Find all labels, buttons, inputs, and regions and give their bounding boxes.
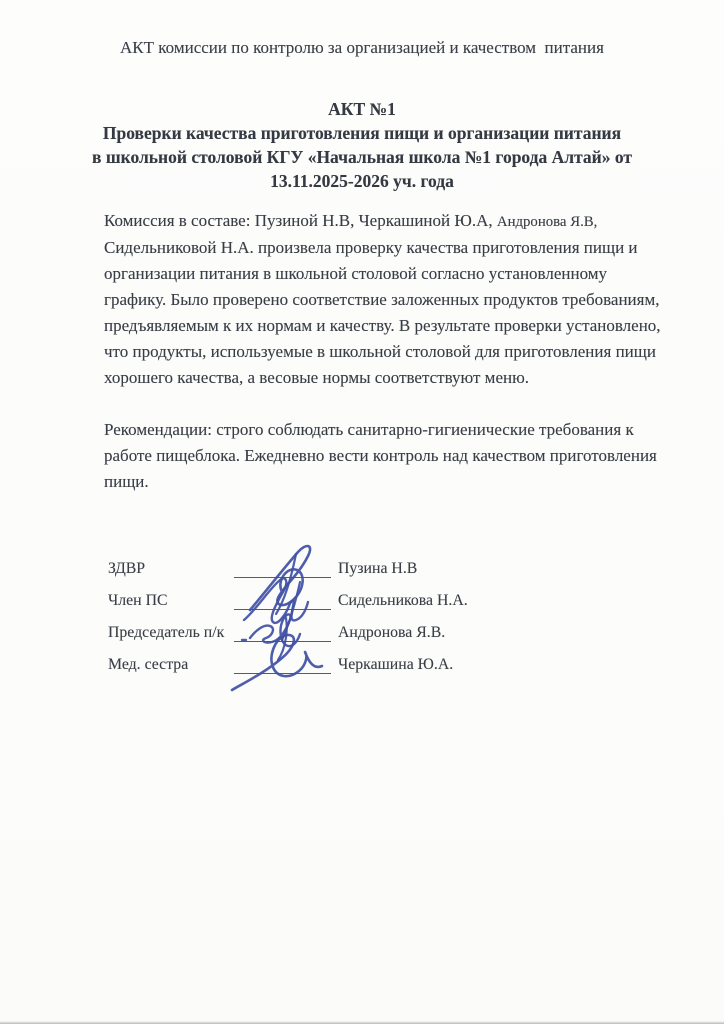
signature-row-zdvr [0, 556, 724, 588]
commission-members-main: Комиссия в составе: Пузиной Н.В, Черкашиной Ю.А, [104, 211, 497, 230]
signature-name-label: Пузина Н.В [338, 560, 418, 577]
paragraph-line: графику. Было проверено соответствие заложенных продуктов требованиям, [104, 290, 660, 309]
paragraph-line: пищи. [104, 472, 149, 491]
signature-line [234, 620, 331, 642]
title-date: 13.11.2025-2026 уч. года [270, 171, 454, 191]
signature-row-nurse [0, 652, 724, 684]
signature-name-label: Сидельникова Н.А. [338, 592, 468, 609]
signature-name-label: Андронова Я.В. [338, 624, 446, 641]
paragraph-line: предъявляемым к их нормам и качеству. В результате проверки установлено, [104, 316, 661, 335]
paragraph-line: что продукты, используемые в школьной столовой для приготовления пищи [104, 342, 656, 361]
signature-name-label: Черкашина Ю.А. [338, 656, 454, 673]
signature-row-chairman [0, 620, 724, 652]
signature-line [234, 556, 331, 578]
paragraph-line: хорошего качества, а весовые нормы соответствуют меню. [104, 368, 530, 387]
paragraph-line: Рекомендации: строго соблюдать санитарно-гигиенические требования к [104, 420, 634, 439]
signature-role-label: Член ПС [108, 592, 168, 609]
signature-line [234, 652, 331, 674]
paragraph-line: организации питания в школьной столовой согласно установленному [104, 264, 608, 283]
title-act-number: АКТ №1 [328, 99, 396, 119]
document-header: АКТ комиссии по контролю за организацией и качеством питания [120, 38, 604, 57]
commission-member-small: Андронова Я.В, [496, 214, 598, 230]
title-location: в школьной столовой КГУ «Начальная школа №1 города Алтай» от [92, 147, 632, 167]
signature-row-member [0, 588, 724, 620]
title-subject: Проверки качества приготовления пищи и организации питания [102, 123, 622, 143]
signature-role-label: ЗДВР [108, 560, 146, 577]
paragraph-line: работе пищеблока. Ежедневно вести контроль над качеством приготовления [104, 446, 657, 465]
signature-role-label: Председатель п/к [108, 624, 225, 641]
document-title [40, 97, 684, 193]
signature-role-label: Мед. сестра [108, 656, 189, 673]
recommendations-paragraph [104, 417, 664, 495]
commission-paragraph [104, 208, 664, 391]
paragraph-line: Сидельниковой Н.А. произвела проверку качества приготовления пищи и [104, 238, 638, 257]
paragraph-line [104, 208, 664, 235]
signature-line [234, 588, 331, 610]
